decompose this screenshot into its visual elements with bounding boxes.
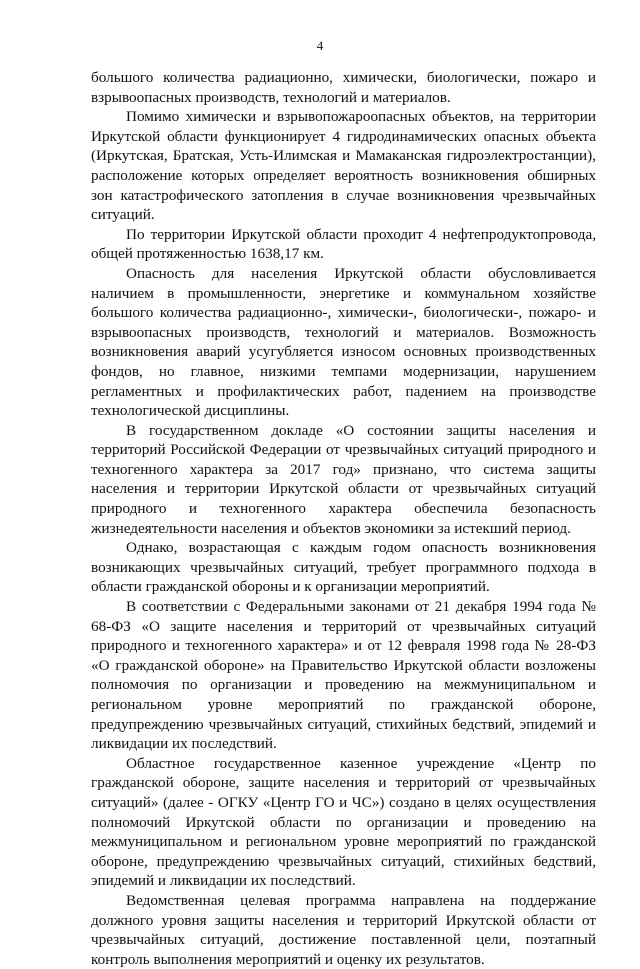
paragraph-civil-defense-center: Областное государственное казенное учреждение «Центр по гражданской обороне, защите населения и территорий от чрезвычайных ситуаций» (далее - ОГКУ «Центр ГО и ЧС») создано в целях осуществления полномочий Иркутской области по организации и проведению на межмуниципальном и региональном уровне мероприятий по гражданской обороне, предупреждению чрезвычайных ситуаций, стихийных бедствий, эпидемий и ликвидации их последствий. xyxy=(91,754,596,890)
paragraph-federal-laws: В соответствии с Федеральными законами от 21 декабря 1994 года № 68-ФЗ «О защите населения и территорий от чрезвычайных ситуаций природного и техногенного характера» и от 12 февраля 1998 года № 28-ФЗ «О гражданской обороне» на Правительство Иркутской области возложены полномочия по организации и проведению на межмуниципальном и региональном уровне мероприятий по гражданской обороне, предупреждению чрезвычайных ситуаций, стихийных бедствий, эпидемий и ликвидации их последствий. xyxy=(91,598,596,753)
paragraph-continuation: большого количества радиационно, химически, биологически, пожаро и взрывоопасных производств, технологий и материалов. xyxy=(91,69,596,106)
paragraph-pipelines: По территории Иркутской области проходит 4 нефтепродуктопровода, общей протяженностью 1638,17 км. xyxy=(91,225,596,263)
paragraph-hydrodynamic-objects: Помимо химически и взрывопожароопасных объектов, на территории Иркутской области функционирует 4 гидродинамических опасных объекта (Иркутская, Братская, Усть-Илимская и Мамаканская гидроэлектростанции), расположение которых определяет вероятность возникновения обширных зон катастрофического затопления в случае возникновения чрезвычайных ситуаций. xyxy=(91,108,596,224)
page-number: 4 xyxy=(316,38,324,53)
paragraph-program-approach: Однако, возрастающая с каждым годом опасность возникновения возникающих чрезвычайных ситуаций, требует программного подхода в области гражданской обороны и к организации мероприятий. xyxy=(91,539,596,596)
paragraph-state-report: В государственном докладе «О состоянии защиты населения и территорий Российской Федерации от чрезвычайных ситуаций природного и техногенного характера за 2017 год» признано, что система защиты населения и территории Иркутской области от чрезвычайных ситуаций природного и техногенного характера обеспечила безопасность жизнедеятельности населения и объектов экономики за истекший период. xyxy=(91,421,596,537)
paragraph-program-purpose: Ведомственная целевая программа направлена на поддержание должного уровня защиты населения и территорий Иркутской области от чрезвычайных ситуаций, достижение поставленной цели, поэтапный контроль выполнения мероприятий и оценку их результатов. xyxy=(91,891,596,968)
paragraph-danger-sources: Опасность для населения Иркутской области обусловливается наличием в промышленности, энергетике и коммунальном хозяйстве большого количества радиационно-, химически-, биологически-, пожаро- и взрывоопасных производств, технологий и материалов. Возможность возникновения аварий усугубляется износом основных производственных фондов, но главное, низкими темпами модернизации, нарушением регламентных и профилактических работ, падением на производстве технологической дисциплины. xyxy=(91,264,596,420)
document-body xyxy=(91,68,596,969)
